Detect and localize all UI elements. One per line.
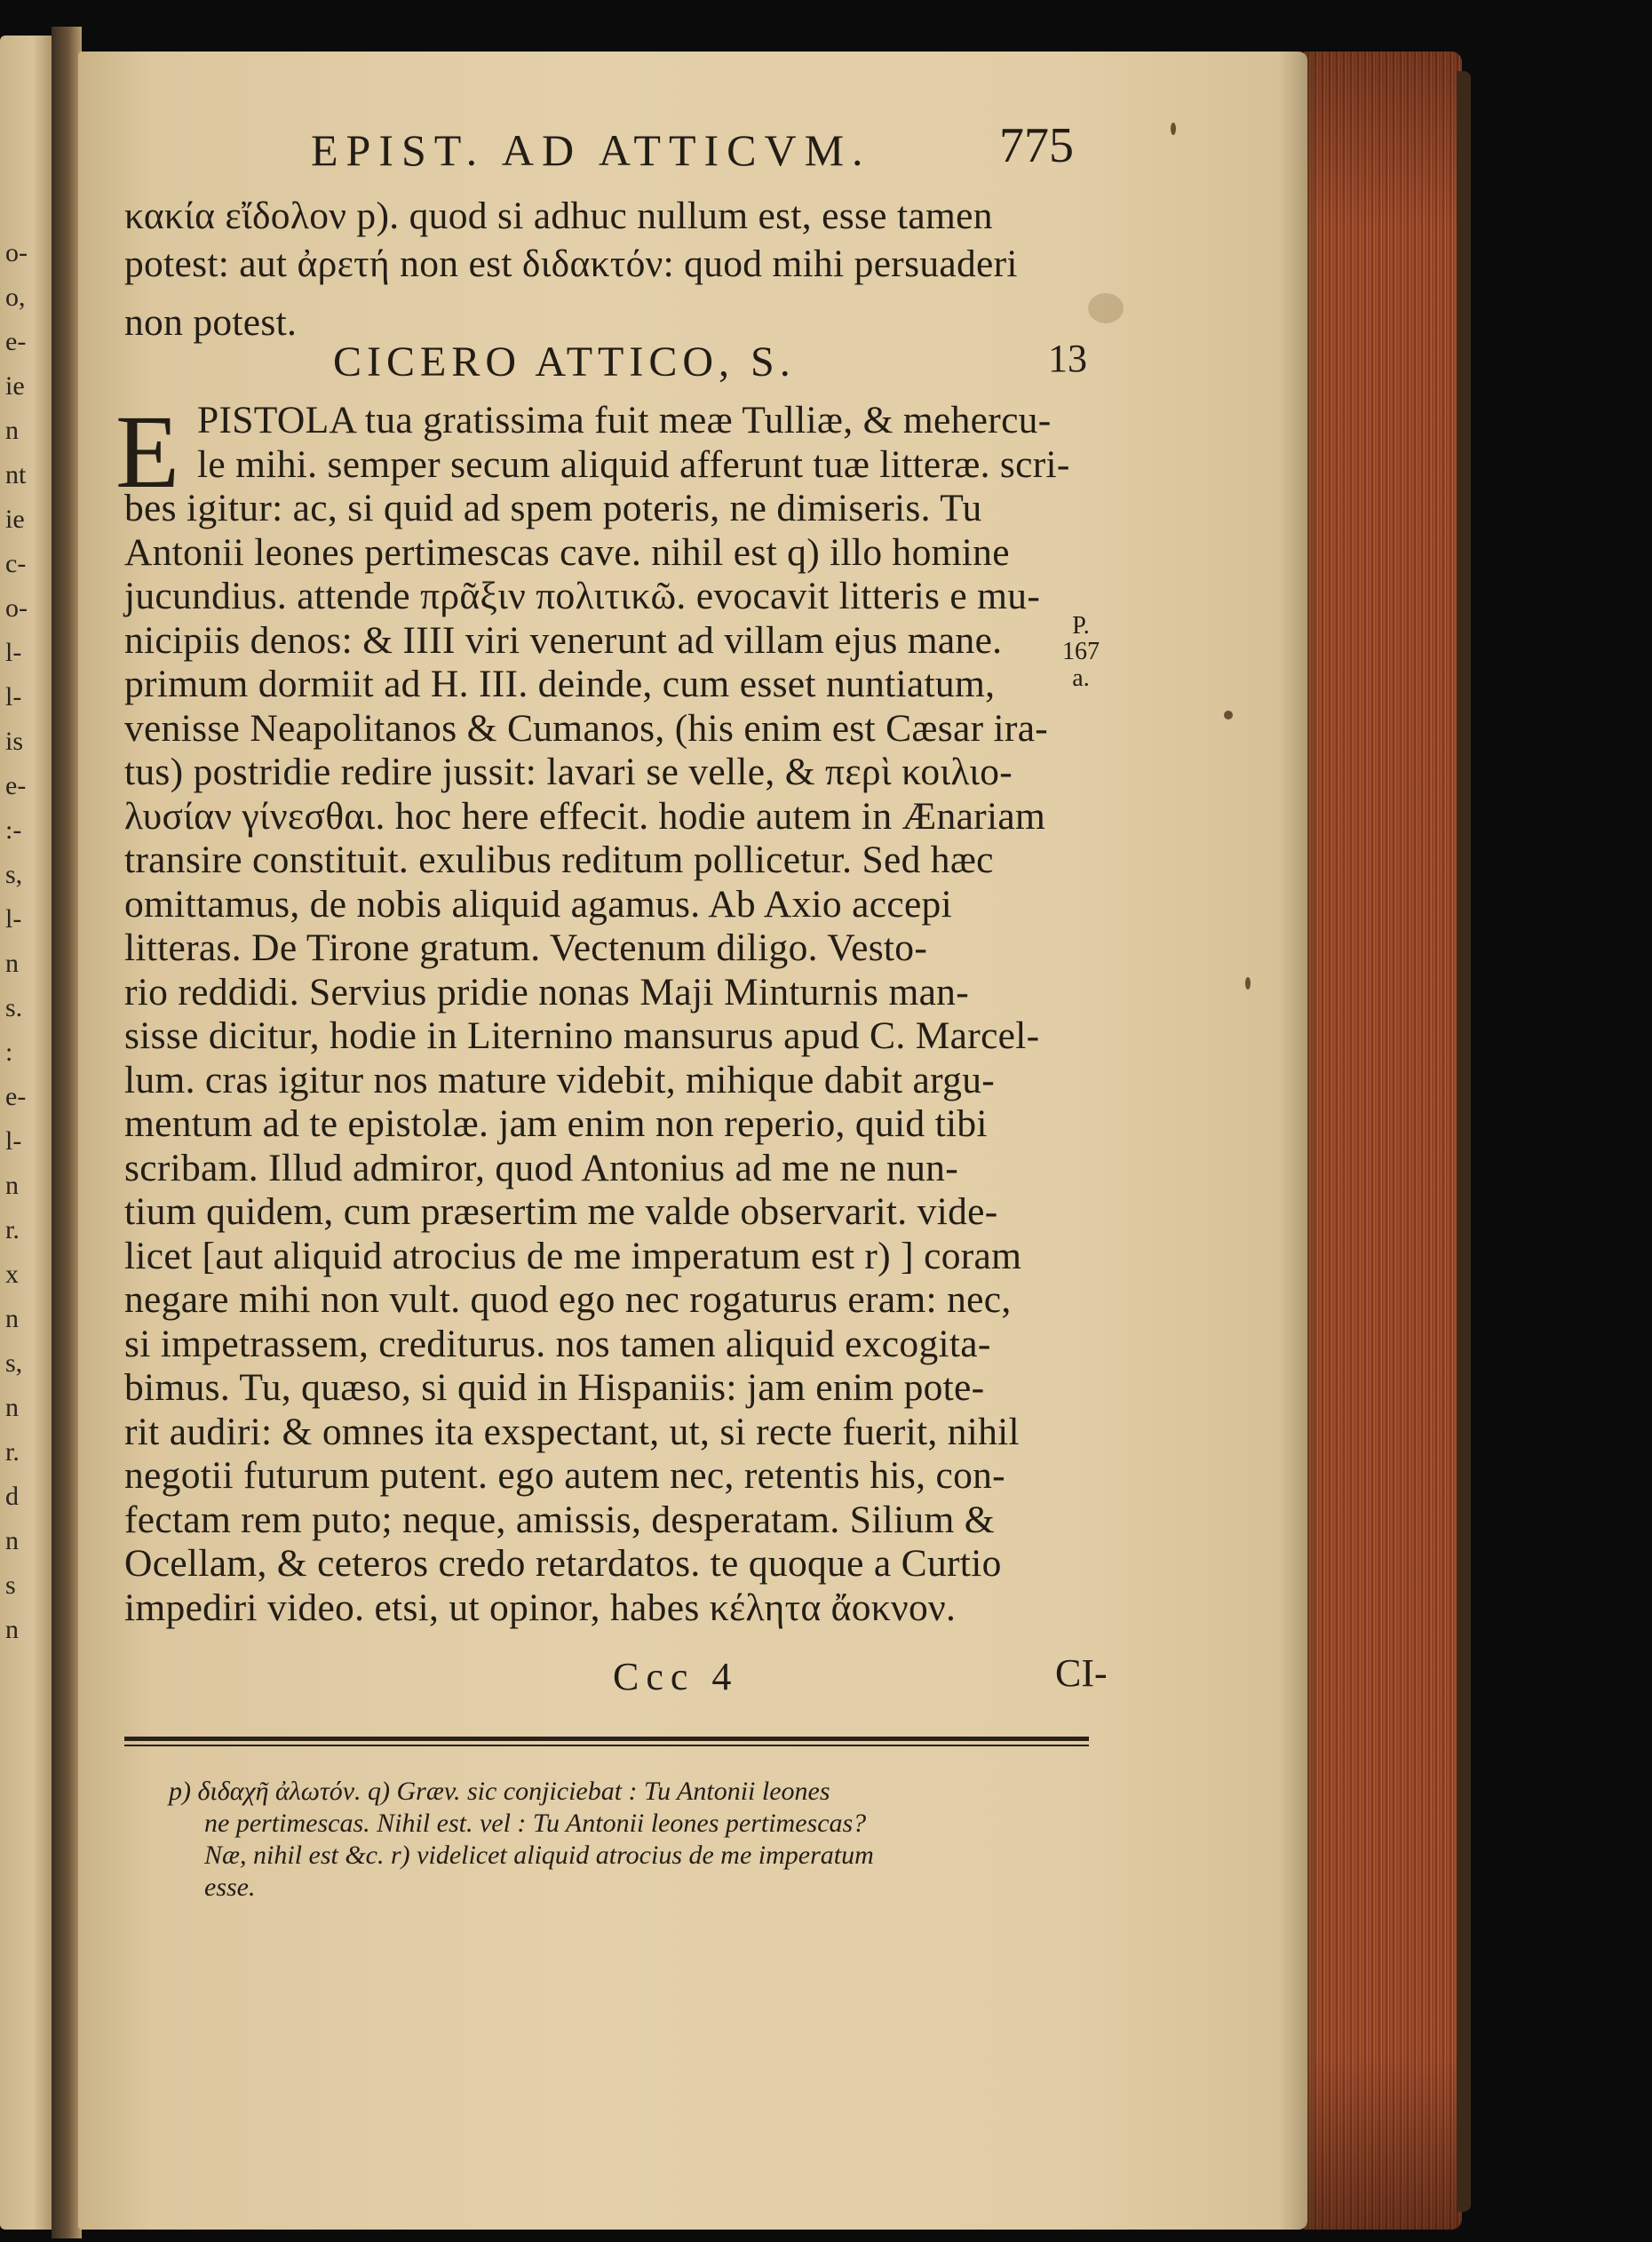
left-page-text-fragment: is: [5, 727, 24, 756]
left-page-text-fragment: s,: [5, 1348, 23, 1378]
paper-stain: [1088, 293, 1124, 323]
text-line: rit audiri: & omnes ita exspectant, ut, si recte fuerit, nihil: [124, 1410, 1020, 1453]
letter-heading: CICERO ATTICO, S.: [333, 338, 796, 386]
text-line: mentum ad te epistolæ. jam enim non reperio, quid tibi: [124, 1102, 988, 1145]
footnote-line: p) διδαχῆ ἀλωτόν. q) Græv. sic conjiciebat : Tu Antonii leones: [169, 1777, 830, 1806]
text-line: tium quidem, cum præsertim me valde observarit. vide-: [124, 1190, 998, 1233]
letter-number: 13: [1048, 337, 1087, 380]
text-line: scribam. Illud admiror, quod Antonius ad me ne nun-: [124, 1146, 958, 1189]
left-page-text-fragment: l-: [5, 682, 22, 712]
left-page-text-fragment: r.: [5, 1437, 20, 1467]
footnote-line: ne pertimescas. Nihil est. vel : Tu Antonii leones pertimescas?: [204, 1809, 867, 1838]
left-page-text-fragment: :: [5, 1038, 13, 1067]
margin-note-line: a.: [1072, 664, 1090, 692]
text-line: nicipiis denos: & IIII viri venerunt ad villam ejus mane.: [124, 618, 1003, 662]
left-page-text-fragment: x: [5, 1260, 19, 1289]
left-page-text-fragment: l-: [5, 638, 22, 667]
text-line: Antonii leones pertimescas cave. nihil est q) illo homine: [124, 530, 1010, 574]
signature-mark: Ccc 4: [613, 1655, 739, 1698]
book-gutter: [52, 27, 82, 2238]
text-line: rio reddidi. Servius pridie nonas Maji Minturnis man-: [124, 970, 970, 1014]
left-page-text-fragment: n: [5, 1304, 19, 1333]
text-line: primum dormiit ad H. III. deinde, cum esset nuntiatum,: [124, 663, 996, 705]
left-page-text-fragment: n: [5, 1393, 19, 1422]
left-page-text-fragment: nt: [5, 460, 27, 489]
left-page-text-fragment: s.: [5, 993, 23, 1022]
text-line: Ocellam, & ceteros credo retardatos. te quoque a Curtio: [124, 1542, 1002, 1585]
left-page-text-fragment: ie: [5, 505, 25, 534]
text-line: licet [aut aliquid atrocius de me imperatum est r) ] coram: [124, 1234, 1022, 1277]
text-line: litteras. De Tirone gratum. Vectenum diligo. Vesto-: [124, 926, 928, 969]
left-page-text-fragment: :-: [5, 815, 22, 845]
left-page-text-fragment: n: [5, 1171, 19, 1200]
left-page-text-fragment: s: [5, 1570, 16, 1600]
text-line: bes igitur: ac, si quid ad spem poteris, ne dimiseris. Tu: [124, 487, 982, 529]
left-page-text-fragment: e-: [5, 1082, 27, 1111]
left-page-text-fragment: n: [5, 1526, 19, 1555]
left-page-text-fragment: l-: [5, 904, 22, 934]
left-page-text-fragment: c-: [5, 549, 27, 578]
left-page-edge: [0, 36, 55, 2230]
page-edge-shadow: [1279, 52, 1314, 2230]
text-line: jucundius. attende πρᾶξιν πολιτικῶ. evocavit litteris e mu-: [124, 575, 1041, 617]
left-page-text-fragment: ie: [5, 371, 25, 401]
margin-note-line: P.: [1072, 612, 1090, 640]
left-page-text-fragment: o-: [5, 593, 28, 623]
left-page-text-fragment: o-: [5, 238, 28, 267]
text-line: fectam rem puto; neque, amissis, desperatam. Silium &: [124, 1498, 995, 1541]
fore-edge-shadow: [1304, 52, 1462, 2230]
running-head: EPIST. AD ATTICVM.: [311, 125, 871, 175]
text-line: venisse Neapolitanos & Cumanos, (his enim est Cæsar ira-: [124, 706, 1049, 750]
text-line: lum. cras igitur nos mature videbit, mihique dabit argu-: [124, 1058, 996, 1101]
left-page-text-fragment: r.: [5, 1215, 20, 1244]
paper-speck: [1171, 123, 1176, 135]
text-line: PISTOLA tua gratissima fuit meæ Tulliæ, & mehercu-: [197, 399, 1052, 441]
text-line: λυσίαν γίνεσθαι. hoc here effecit. hodie autem in Ænariam: [124, 794, 1046, 838]
text-line: tus) postridie redire jussit: lavari se velle, & περὶ κοιλιο-: [124, 751, 1013, 793]
paper-speck: [1245, 977, 1251, 990]
text-line: bimus. Tu, quæso, si quid in Hispaniis: jam enim pote-: [124, 1366, 985, 1409]
margin-reference: [1062, 613, 1100, 691]
drop-cap: E: [115, 394, 180, 510]
left-page-text-fragment: l-: [5, 1126, 22, 1156]
left-page-text-fragment: o,: [5, 282, 26, 312]
page-number: 775: [999, 118, 1074, 173]
left-page-text-fragment: d: [5, 1482, 19, 1511]
left-page-text-fragment: e-: [5, 771, 27, 800]
text-line: negotii futurum putent. ego autem nec, retentis his, con-: [124, 1454, 1005, 1497]
text-line: transire constituit. exulibus reditum pollicetur. Sed hæc: [124, 839, 994, 881]
paper-speck: [1224, 711, 1233, 720]
text-line: omittamus, de nobis aliquid agamus. Ab Axio accepi: [124, 882, 952, 926]
left-page-text-fragment: e-: [5, 327, 27, 356]
text-line: si impetrassem, crediturus. nos tamen aliquid excogita-: [124, 1322, 991, 1365]
left-page-text-fragment: s,: [5, 860, 23, 889]
book-cover-edge: [1457, 71, 1471, 2212]
left-page-text-fragment: n: [5, 949, 19, 978]
footnote-rule: [124, 1737, 1089, 1741]
text-line: negare mihi non vult. quod ego nec rogaturus eram: nec,: [124, 1278, 1012, 1321]
text-line: non potest.: [124, 301, 298, 344]
text-line: κακία εἴδολον p). quod si adhuc nullum est, esse tamen: [124, 195, 993, 237]
text-line: sisse dicitur, hodie in Liternino mansurus apud C. Marcel-: [124, 1014, 1040, 1057]
text-line: le mihi. semper secum aliquid afferunt tuæ litteræ. scri-: [197, 442, 1070, 486]
catchword: CI-: [1055, 1651, 1108, 1695]
left-page-text-fragment: n: [5, 416, 19, 445]
left-page-text-fragment: n: [5, 1615, 19, 1644]
text-line: impediri video. etsi, ut opinor, habes κέλητα ἄοκνον.: [124, 1586, 957, 1629]
footnote-rule-thin: [124, 1745, 1089, 1746]
footnote-line: Næ, nihil est &c. r) videlicet aliquid atrocius de me imperatum: [204, 1841, 874, 1870]
footnote-line: esse.: [204, 1872, 256, 1902]
text-line: potest: aut ἀρετή non est διδακτόν: quod mihi persuaderi: [124, 242, 1018, 285]
margin-note-line: 167: [1062, 638, 1100, 666]
